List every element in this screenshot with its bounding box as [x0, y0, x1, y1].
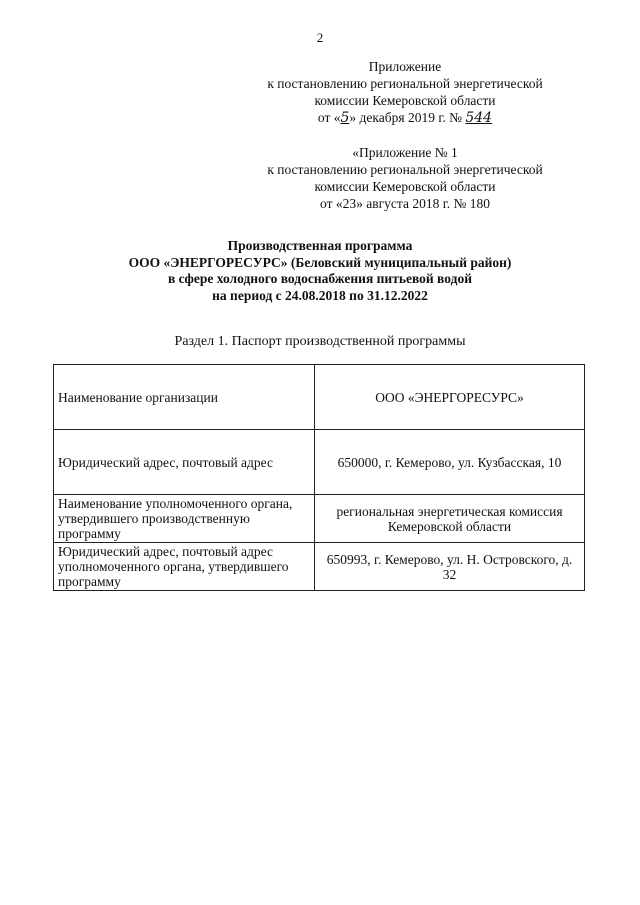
handwritten-day: 5: [340, 110, 350, 126]
table-cell-value: 650000, г. Кемерово, ул. Кузбасская, 10: [315, 430, 585, 495]
appendix-1-title: «Приложение № 1: [352, 145, 458, 160]
program-title-line-2: ООО «ЭНЕРГОРЕСУРС» (Беловский муниципальный район): [128, 254, 512, 270]
appendix-1-resolution-line: к постановлению региональной энергетической: [267, 162, 543, 177]
appendix-date-line: [250, 109, 560, 127]
table-cell-value: 650993, г. Кемерово, ул. Н. Островского, д. 32: [315, 543, 585, 591]
section-title: Раздел 1. Паспорт производственной программы: [174, 334, 466, 349]
table-cell-value: региональная энергетическая комиссия Кемеровской области: [315, 495, 585, 543]
table-cell-label: Наименование организации: [54, 365, 315, 430]
passport-table: [53, 364, 585, 591]
date-prefix: от «: [317, 110, 341, 125]
program-title-line-1: Производственная программа: [227, 238, 413, 253]
appendix-commission-line: комиссии Кемеровской области: [314, 93, 496, 108]
table-row: [54, 543, 585, 591]
appendix-resolution-line: к постановлению региональной энергетической: [267, 76, 543, 91]
appendix-1-header: [250, 144, 560, 212]
table-row: [54, 430, 585, 495]
program-title-line-4: на период с 24.08.2018 по 31.12.2022: [212, 287, 428, 303]
program-title: [60, 238, 580, 304]
program-title-line-3: в сфере холодного водоснабжения питьевой водой: [168, 271, 472, 286]
appendix-header: [250, 58, 560, 127]
appendix-1-commission-line: комиссии Кемеровской области: [314, 179, 496, 194]
table-row: [54, 495, 585, 543]
table-cell-label: Наименование уполномоченного органа, утвердившего производственную программу: [54, 495, 315, 543]
appendix-title: Приложение: [368, 59, 442, 74]
handwritten-number: 544: [465, 110, 493, 126]
table-row: [54, 365, 585, 430]
table-cell-label: Юридический адрес, почтовый адрес: [54, 430, 315, 495]
table-cell-label: Юридический адрес, почтовый адрес уполномоченного органа, утвердившего программу: [54, 543, 315, 591]
appendix-1-date-line: от «23» августа 2018 г. № 180: [320, 196, 490, 211]
table-cell-value: ООО «ЭНЕРГОРЕСУРС»: [315, 365, 585, 430]
page-number: 2: [316, 30, 324, 45]
date-suffix: » декабря 2019 г. №: [349, 110, 462, 125]
